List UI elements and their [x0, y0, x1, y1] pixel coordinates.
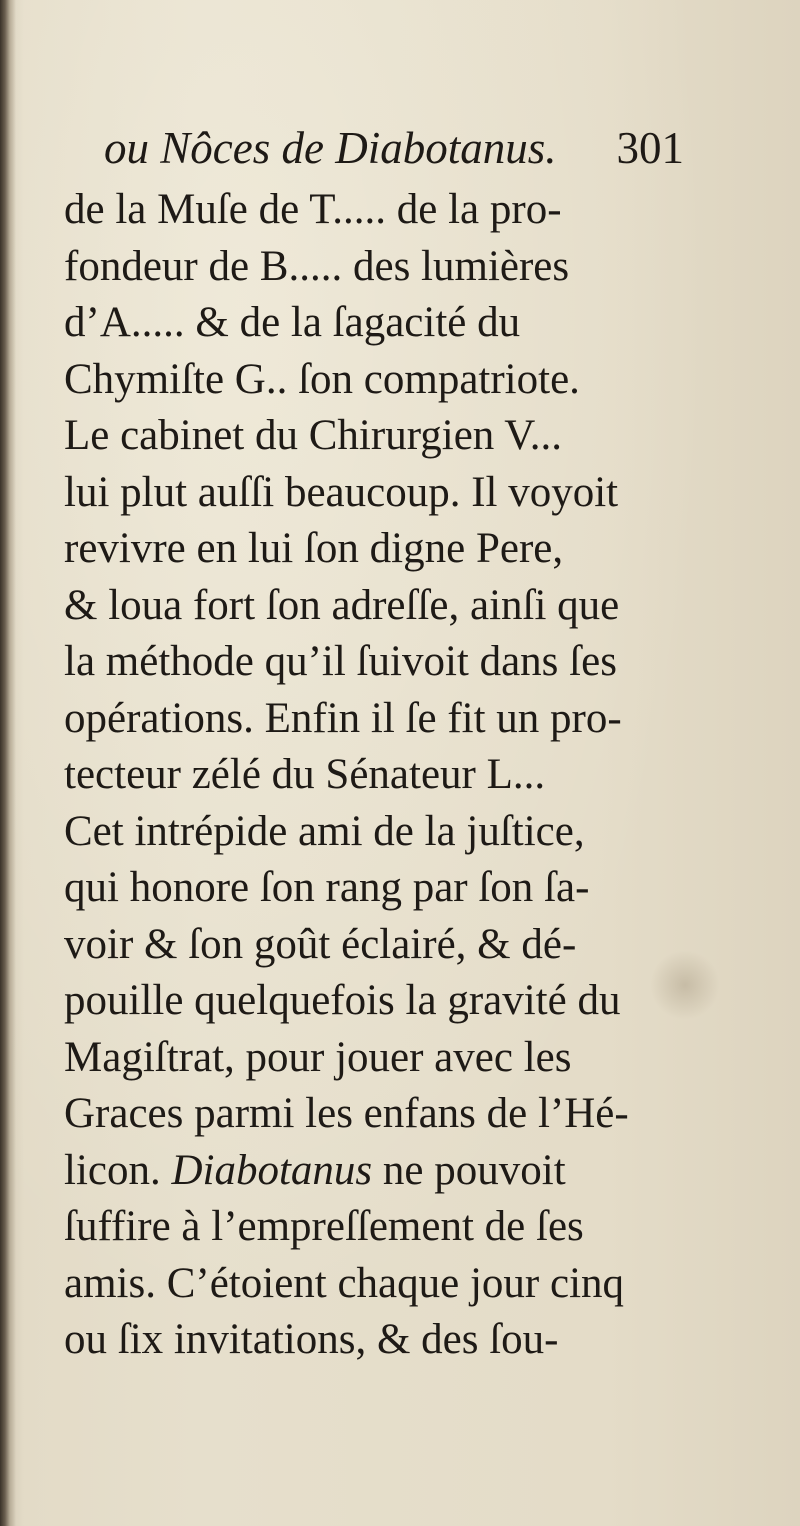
binding-edge: [0, 0, 16, 1526]
text-line: qui honore ſon rang par ſon ſa-: [64, 864, 590, 911]
text-line: tecteur zélé du Sénateur L...: [64, 751, 546, 798]
text-line: [64, 1143, 694, 1200]
text-line: Chymiſte G.. ſon compatriote.: [64, 355, 580, 403]
text-line: opérations. Enfin il ſe fit un pro-: [64, 694, 622, 742]
text-line: lui plut auſſi beaucoup. Il voyoit: [64, 468, 619, 516]
text-line: la méthode qu’il ſuivoit dans ſes: [64, 638, 617, 685]
text-line: Graces parmi les enfans de l’Hé-: [64, 1090, 629, 1137]
body-text: [64, 182, 694, 1369]
text-line: de la Muſe de T..... de la pro-: [64, 186, 562, 233]
page-number: 301: [616, 123, 684, 173]
text-line: & loua fort ſon adreſſe, ainſi que: [64, 581, 620, 629]
text-line: ou ſix invitations, & des ſou-: [64, 1316, 559, 1363]
text-line: d’A..... & de la ſagacité du: [64, 299, 521, 346]
italic-name: Diabotanus: [171, 1146, 373, 1194]
text-line: fondeur de B..... des lumières: [64, 242, 570, 290]
text-line: amis. C’étoient chaque jour cinq: [64, 1259, 625, 1307]
page-header: [104, 120, 684, 180]
text-line: ſuffire à l’empreſſement de ſes: [64, 1203, 584, 1250]
text-line: voir & ſon goût éclairé, & dé-: [64, 920, 577, 968]
text-line: Le cabinet du Chirurgien V...: [64, 412, 563, 459]
running-title: ou Nôces de Diabotanus.: [104, 123, 557, 173]
text-segment: licon.: [64, 1146, 172, 1194]
text-line: pouille quelquefois la gravité du: [64, 977, 621, 1024]
text-line: Cet intrépide ami de la juſtice,: [64, 807, 585, 855]
text-line: revivre en lui ſon digne Pere,: [64, 525, 564, 572]
text-segment: ne pouvoit: [372, 1146, 566, 1194]
text-line: Magiſtrat, pour jouer avec les: [64, 1033, 572, 1081]
